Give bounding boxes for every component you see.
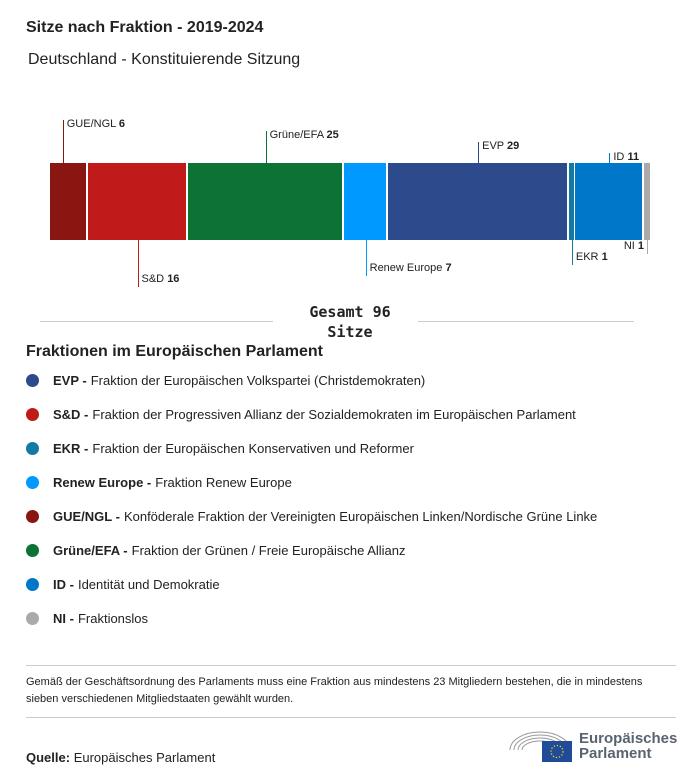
data-label-value: 6 bbox=[118, 118, 126, 130]
legend-abbr: S&D - bbox=[53, 407, 89, 422]
legend-name: Fraktion Renew Europe bbox=[155, 475, 292, 490]
data-label bbox=[142, 273, 180, 285]
legend-dot-icon bbox=[26, 578, 39, 591]
chart-title: Sitze nach Fraktion - 2019-2024 bbox=[26, 19, 264, 36]
legend-title: Fraktionen im Europäischen Parlament bbox=[26, 343, 323, 360]
label-leader-line bbox=[138, 240, 139, 287]
legend-name: Fraktion der Europäischen Volkspartei (Christdemokraten) bbox=[90, 373, 426, 388]
legend-name: Konföderale Fraktion der Vereinigten Europäischen Linken/Nordische Grüne Linke bbox=[123, 509, 598, 524]
legend-name: Fraktion der Progressiven Allianz der Sozialdemokraten im Europäischen Parlament bbox=[92, 407, 576, 422]
divider bbox=[26, 717, 676, 718]
legend-dot-icon bbox=[26, 442, 39, 455]
legend-item bbox=[26, 509, 597, 524]
legend-name: Identität und Demokratie bbox=[77, 577, 220, 592]
label-leader-line bbox=[63, 120, 64, 163]
legend-dot-icon bbox=[26, 374, 39, 387]
data-label bbox=[576, 251, 608, 263]
data-label bbox=[67, 118, 125, 130]
data-label bbox=[370, 262, 452, 274]
legend-name: Fraktion der Europäischen Konservativen und Reformer bbox=[92, 441, 414, 456]
parliament-hemicycle-icon bbox=[508, 728, 573, 764]
legend-name: Fraktion der Grünen / Freie Europäische Allianz bbox=[131, 543, 406, 558]
label-leader-line bbox=[478, 142, 479, 163]
divider bbox=[26, 665, 676, 666]
legend-name: Fraktionslos bbox=[77, 611, 149, 626]
label-leader-line bbox=[266, 131, 267, 163]
bar-segment-gue-ngl bbox=[50, 163, 86, 240]
legend-abbr: NI - bbox=[53, 611, 74, 626]
data-label-value: 16 bbox=[167, 273, 180, 285]
stacked-bar-chart bbox=[0, 0, 700, 340]
bar-segment-ni bbox=[644, 163, 650, 240]
legend-abbr: Grüne/EFA - bbox=[53, 543, 128, 558]
bar-segment-s-d bbox=[88, 163, 187, 240]
legend-item bbox=[26, 441, 414, 456]
data-label bbox=[270, 129, 339, 141]
bar-segment-gr-ne-efa bbox=[188, 163, 343, 240]
legend-dot-icon bbox=[26, 544, 39, 557]
data-label-name: ID bbox=[613, 151, 628, 163]
total-value: Gesamt 96 bbox=[309, 303, 391, 321]
legend-abbr: Renew Europe - bbox=[53, 475, 152, 490]
label-leader-line bbox=[647, 240, 648, 254]
bar-segment-evp bbox=[388, 163, 568, 240]
total-unit: Sitze bbox=[327, 323, 373, 341]
legend-abbr: EVP - bbox=[53, 373, 87, 388]
bar-segment-ekr bbox=[569, 163, 574, 240]
bar-segment-renew-europe bbox=[344, 163, 386, 240]
legend-item bbox=[26, 373, 425, 388]
legend-abbr: GUE/NGL - bbox=[53, 509, 120, 524]
total-label bbox=[280, 302, 420, 342]
legend-dot-icon bbox=[26, 510, 39, 523]
divider bbox=[418, 321, 634, 322]
logo-line2: Parlament bbox=[579, 745, 652, 762]
legend-dot-icon bbox=[26, 476, 39, 489]
data-label-name: Grüne/EFA bbox=[269, 129, 327, 141]
data-label-name: NI bbox=[623, 240, 638, 252]
legend-dot-icon bbox=[26, 408, 39, 421]
legend-item bbox=[26, 475, 292, 490]
data-label-value: 7 bbox=[445, 262, 452, 274]
data-label-value: 29 bbox=[507, 140, 520, 152]
legend-abbr: ID - bbox=[53, 577, 74, 592]
source-value: Europäisches Parlament bbox=[73, 750, 216, 765]
data-label bbox=[624, 240, 644, 252]
data-label-value: 25 bbox=[326, 129, 339, 141]
ep-logo bbox=[508, 728, 677, 764]
data-label-name: S&D bbox=[141, 273, 168, 285]
legend-item bbox=[26, 577, 220, 592]
data-label-value: 1 bbox=[637, 240, 644, 252]
footnote: Gemäß der Geschäftsordnung des Parlaments muss eine Fraktion aus mindestens 23 Mitgliedern bestehen, die in mindestens sieben verschiedenen Mitgliedstaaten gewählt wurden. bbox=[26, 676, 643, 705]
data-label-name: GUE/NGL bbox=[66, 118, 119, 130]
data-label-value: 1 bbox=[601, 251, 608, 263]
legend-abbr: EKR - bbox=[53, 441, 89, 456]
source bbox=[26, 750, 215, 765]
legend-dot-icon bbox=[26, 612, 39, 625]
label-leader-line bbox=[366, 240, 367, 276]
chart-subtitle: Deutschland - Konstituierende Sitzung bbox=[28, 51, 301, 68]
data-label-name: Renew Europe bbox=[369, 262, 446, 274]
legend-item bbox=[26, 611, 148, 626]
bar-segment-id bbox=[575, 163, 642, 240]
label-leader-line bbox=[609, 153, 610, 163]
data-label-name: EKR bbox=[575, 251, 602, 263]
legend-item bbox=[26, 407, 576, 422]
divider bbox=[40, 321, 273, 322]
data-label bbox=[613, 151, 639, 163]
logo-line1: Europäisches bbox=[579, 730, 678, 747]
data-label-value: 11 bbox=[627, 151, 640, 163]
source-label: Quelle: bbox=[26, 750, 71, 765]
legend-item bbox=[26, 543, 406, 558]
label-leader-line bbox=[572, 240, 573, 265]
data-label-name: EVP bbox=[482, 140, 507, 152]
data-label bbox=[482, 140, 519, 152]
